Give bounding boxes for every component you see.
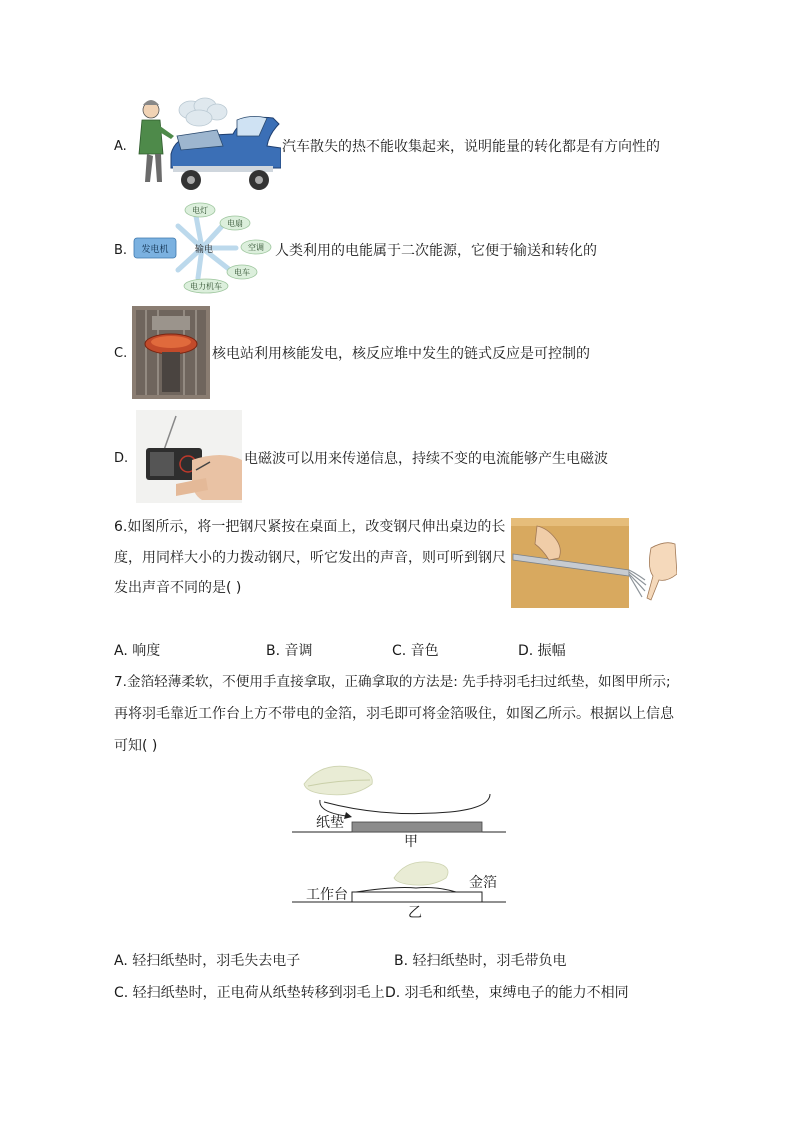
diagram-hub-label: 输电: [194, 245, 214, 255]
q7-label-workbench: 工作台: [306, 887, 348, 903]
option-b-letter: B.: [114, 243, 128, 258]
q7-stem-line-3: 可知( ): [114, 738, 158, 754]
diagram-target-label: 电车: [234, 268, 250, 277]
q7-label-gold-foil: 金箔: [469, 875, 497, 891]
option-b-image: [132, 200, 272, 294]
q6-option-b: B. 音调: [266, 643, 313, 659]
option-b-text: 人类利用的电能属于二次能源，它便于输送和转化的: [275, 243, 597, 259]
option-c-image: [132, 306, 210, 399]
diagram-target-label: 电力机车: [190, 282, 222, 291]
option-d-image: [136, 410, 242, 503]
option-a-letter: A.: [114, 139, 127, 154]
option-a-text: 汽车散失的热不能收集起来，说明能量的转化都是有方向性的: [282, 139, 660, 155]
option-d-text: 电磁波可以用来传递信息，持续不变的电流能够产生电磁波: [244, 451, 608, 467]
option-c-letter: C.: [114, 346, 128, 361]
q6-option-c: C. 音色: [392, 643, 439, 659]
q7-option-c: C. 轻扫纸垫时，正电荷从纸垫转移到羽毛上: [114, 985, 385, 1001]
q7-caption-a: 甲: [404, 834, 418, 850]
diagram-source-label: 发电机: [141, 245, 169, 255]
q7-stem-line-1: 7.金箔轻薄柔软，不便用手直接拿取，正确拿取的方法是: 先手持羽毛扫过纸垫，如图甲所示;: [114, 674, 671, 690]
q7-option-b: B. 轻扫纸垫时，羽毛带负电: [394, 953, 567, 969]
q7-label-paper-pad: 纸垫: [316, 815, 344, 831]
q6-option-d: D. 振幅: [518, 643, 566, 659]
feather-icon: [304, 766, 372, 795]
q6-ruler-figure: [511, 518, 677, 608]
q6-option-a: A. 响度: [114, 643, 161, 659]
option-c-text: 核电站利用核能发电，核反应堆中发生的链式反应是可控制的: [212, 346, 590, 362]
q7-option-d: D. 羽毛和纸垫，束缚电子的能力不相同: [385, 985, 629, 1001]
q6-stem-line-2: 度，用同样大小的力拨动钢尺，听它发出的声音，则可听到钢尺: [114, 550, 506, 566]
option-d-letter: D.: [114, 451, 129, 466]
diagram-target-label: 电灯: [192, 206, 208, 215]
q7-figure-a: [290, 760, 510, 852]
q6-stem-line-1: 6.如图所示，将一把钢尺紧按在桌面上，改变钢尺伸出桌边的长: [114, 519, 506, 535]
diagram-target-label: 空调: [248, 243, 264, 252]
option-a-image: [133, 96, 281, 192]
q6-stem-line-3: 发出声音不同的是( ): [114, 580, 242, 596]
diagram-target-label: 电扇: [227, 219, 243, 228]
q7-option-a: A. 轻扫纸垫时，羽毛失去电子: [114, 953, 301, 969]
q7-caption-b: 乙: [408, 905, 422, 921]
q7-stem-line-2: 再将羽毛靠近工作台上方不带电的金箔，羽毛即可将金箔吸住，如图乙所示。根据以上信息: [114, 706, 674, 722]
